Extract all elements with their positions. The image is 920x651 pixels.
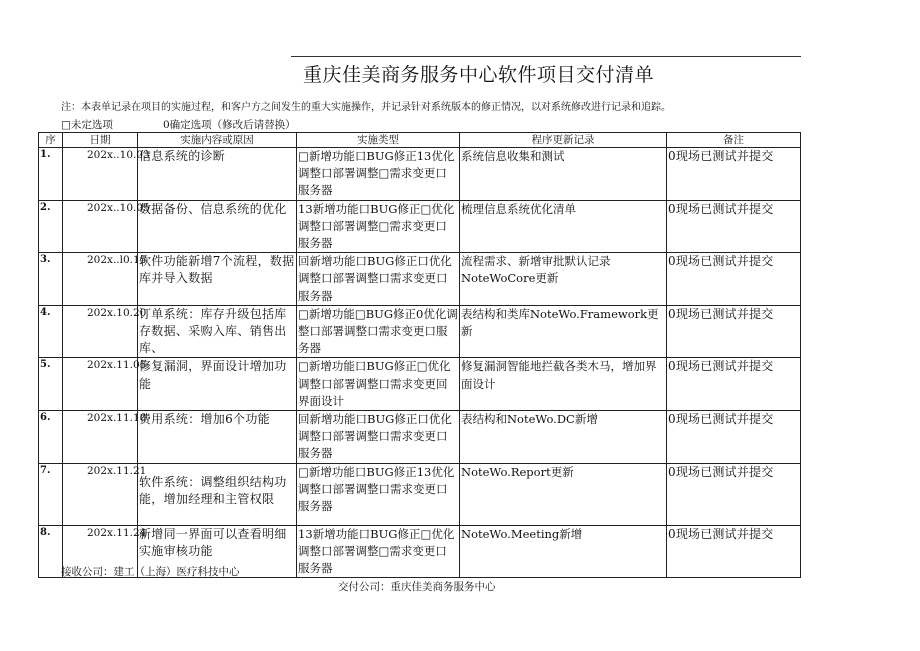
row-remark: 0现场已测试并提交 [667,253,801,306]
header-remark: 备注 [667,133,801,148]
row-number: 2. [39,200,63,253]
receiver-company: 接收公司：建工（上海）医疗科技中心 [61,566,240,578]
row-date: 202x..10.05 [63,200,138,253]
row-date: 202x..l0.15 [63,253,138,306]
row-number: 1. [39,148,63,201]
row-type: □新增功能口BUG修正13优化调整口部署调整口需求变更口服务器 [297,463,460,525]
row-content: 修复漏洞，界面设计增加功能 [138,358,297,411]
row-remark: 0现场已测试并提交 [667,305,801,358]
title-rule [291,56,801,57]
row-number: 5. [39,358,63,411]
row-content: 软件系统：调整组织结构功能，增加经理和主管权限 [138,463,297,525]
form-note: 注：本表单记录在项目的实施过程，和客户方之间发生的重大实施操作，并记录针对系统版本的修正情况，以对系统修改进行记录和追踪。 [61,102,671,113]
row-update-log: NoteWo.Meeting新增 [460,525,667,578]
row-update-log: 流程需求、新增审批默认记录NoteWoCore更新 [460,253,667,306]
row-remark: 0现场已测试并提交 [667,525,801,578]
row-date: 202x.11.05 [63,358,138,411]
page-title: 重庆佳美商务服务中心软件项目交付清单 [302,64,654,86]
row-content: 新增同一界面可以查看明细实施审核功能 [138,525,297,578]
row-date: 202x.11.10 [63,411,138,464]
header-update-log: 程序更新记录 [460,133,667,148]
row-number: 6. [39,411,63,464]
row-update-log: 系统信息收集和测试 [460,148,667,201]
row-date: 202x.10.20 [63,305,138,358]
legend-selected: 0确定选项（修改后请替换） [163,119,296,131]
row-remark: 0现场已测试并提交 [667,148,801,201]
table-row [39,253,801,306]
row-update-log: 梳理信息系统优化清单 [460,200,667,253]
row-update-log: 修复漏洞智能地拦截各类木马，增加界面设计 [460,358,667,411]
table-row [39,358,801,411]
row-content: 费用系统：增加6个功能 [138,411,297,464]
legend-unselected: □未定选项 [61,119,113,131]
row-date: 202x.11.24 [63,525,138,578]
table-row [39,200,801,253]
row-remark: 0现场已测试并提交 [667,411,801,464]
header-date: 日期 [63,133,138,148]
table-row [39,148,801,201]
row-type: □新增功能口BUG修正13优化调整口部署调整□需求变更口服务器 [297,148,460,201]
row-content: 订单系统：库存升级包括库存数据、采购入库、销售出库、 [138,305,297,358]
header-index: 序 [39,133,63,148]
row-remark: 0现场已测试并提交 [667,358,801,411]
row-remark: 0现场已测试并提交 [667,463,801,525]
row-type: 13新增功能口BUG修正□优化调整口部署调整□需求变更口服务器 [297,200,460,253]
row-content: 数据备份、信息系统的优化 [138,200,297,253]
table-row [39,463,801,525]
row-type: 13新增功能口BUG修正□优化调整口部署调整□需求变更口服务器 [297,525,460,578]
row-type: 回新增功能口BUG修正口优化调整口部署调整口需求变更口服务器 [297,411,460,464]
header-content: 实施内容或原因 [138,133,297,148]
row-update-log: 表结构和NoteWo.DC新增 [460,411,667,464]
row-number: 8. [39,525,63,578]
row-type: 回新增功能口BUG修正口优化调整口部署调整口需求变更口服务器 [297,253,460,306]
row-type: □新增功能□BUG修正0优化调整口部署调整口需求变更口服务器 [297,305,460,358]
row-number: 7. [39,463,63,525]
table-row [39,411,801,464]
row-number: 4. [39,305,63,358]
row-remark: 0现场已测试并提交 [667,200,801,253]
delivery-table [38,132,801,578]
row-date: 202x..10.03 [63,148,138,201]
row-content: 软件功能新增7个流程，数据库并导入数据 [138,253,297,306]
row-update-log: 表结构和类库NoteWo.Framework更新 [460,305,667,358]
row-number: 3. [39,253,63,306]
row-content: 信息系统的诊断 [138,148,297,201]
header-type: 实施类型 [297,133,460,148]
table-row [39,305,801,358]
table-header-row [39,133,801,148]
delivery-company: 交付公司：重庆佳美商务服务中心 [338,581,496,593]
row-update-log: NoteWo.Report更新 [460,463,667,525]
row-type: □新增功能口BUG修正□优化调整口部署调整口需求变更回界面设计 [297,358,460,411]
row-date: 202x.11.21 [63,463,138,525]
